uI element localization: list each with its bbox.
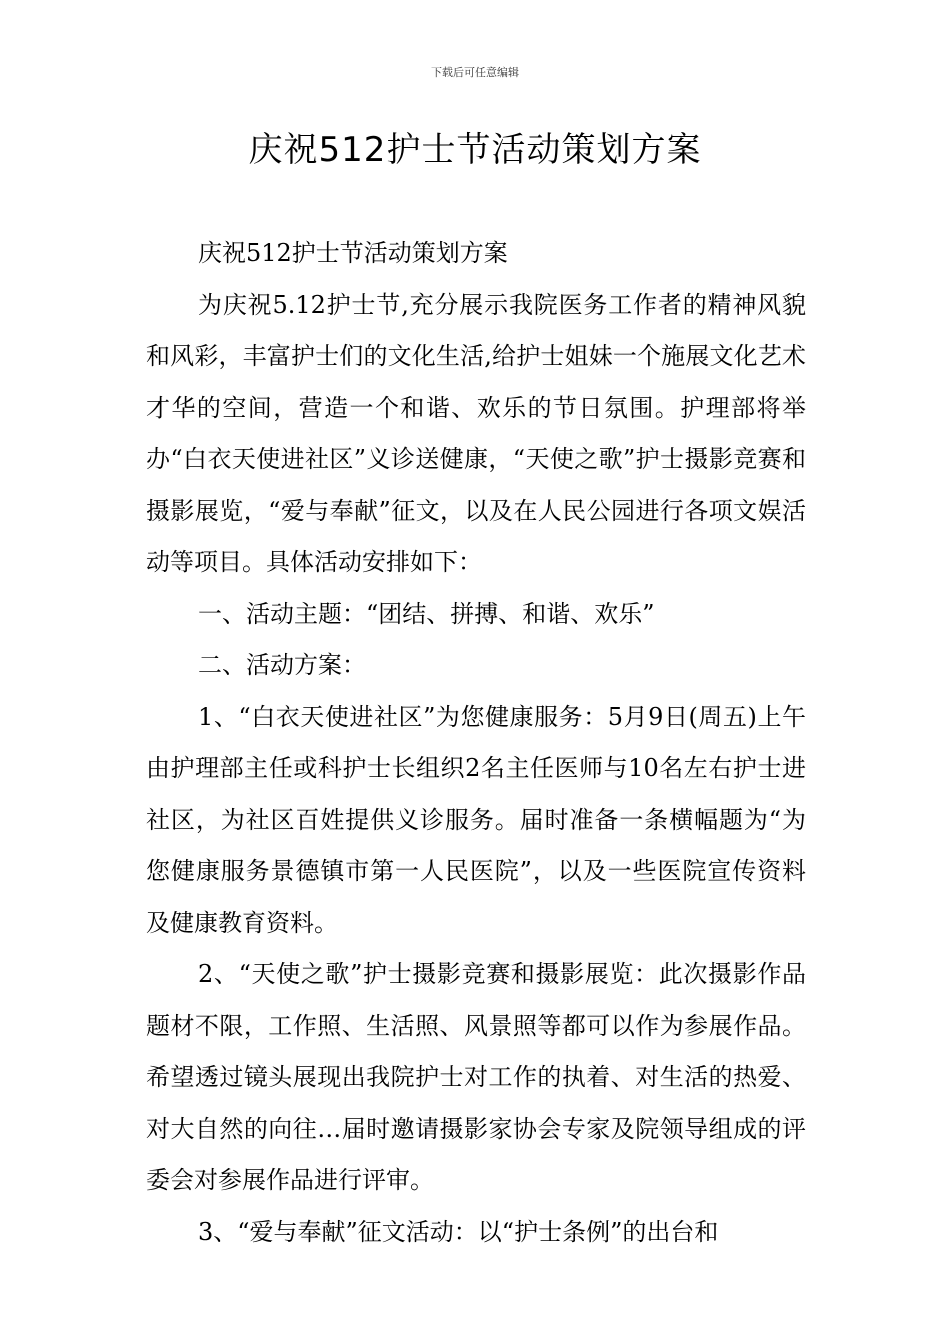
paragraph-intro: 为庆祝5.12护士节,充分展示我院医务工作者的精神风貌和风彩，丰富护士们的文化生活,给护士姐妹一个施展文化艺术才华的空间，营造一个和谐、欢乐的节日氛围。护理部将举办“白衣天使进社区”义诊送健康，“天使之歌”护士摄影竞赛和摄影展览，“爱与奉献”征文，以及在人民公园进行各项文娱活动等项目。具体活动安排如下： — [146, 290, 806, 576]
document-title: 庆祝512护士节活动策划方案 — [248, 130, 702, 170]
paragraph-item-3: 3、“爱与奉献”征文活动：以“护士条例”的出台和 — [198, 1217, 719, 1246]
paragraph-subtitle: 庆祝512护士节活动策划方案 — [198, 239, 508, 267]
paragraph-item-1: 1、“白衣天使进社区”为您健康服务：5月9日(周五)上午由护理部主任或科护士长组织2名主任医师与10名左右护士进社区，为社区百姓提供义诊服务。届时准备一条横幅题为“为您健康服务景德镇市第一人民医院”，以及一些医院宣传资料及健康教育资料。 — [146, 702, 806, 937]
header-note: 下载后可任意编辑 — [431, 66, 519, 79]
paragraph-plan-heading: 二、活动方案： — [198, 651, 366, 679]
paragraph-item-2: 2、“天使之歌”护士摄影竞赛和摄影展览：此次摄影作品题材不限，工作照、生活照、风景照等都可以作为参展作品。希望透过镜头展现出我院护士对工作的执着、对生活的热爱、对大自然的向往…届时邀请摄影家协会专家及院领导组成的评委会对参展作品进行评审。 — [146, 960, 806, 1194]
paragraph-theme: 一、活动主题：“团结、拼搏、和谐、欢乐” — [198, 599, 655, 628]
document-body — [146, 228, 806, 1258]
